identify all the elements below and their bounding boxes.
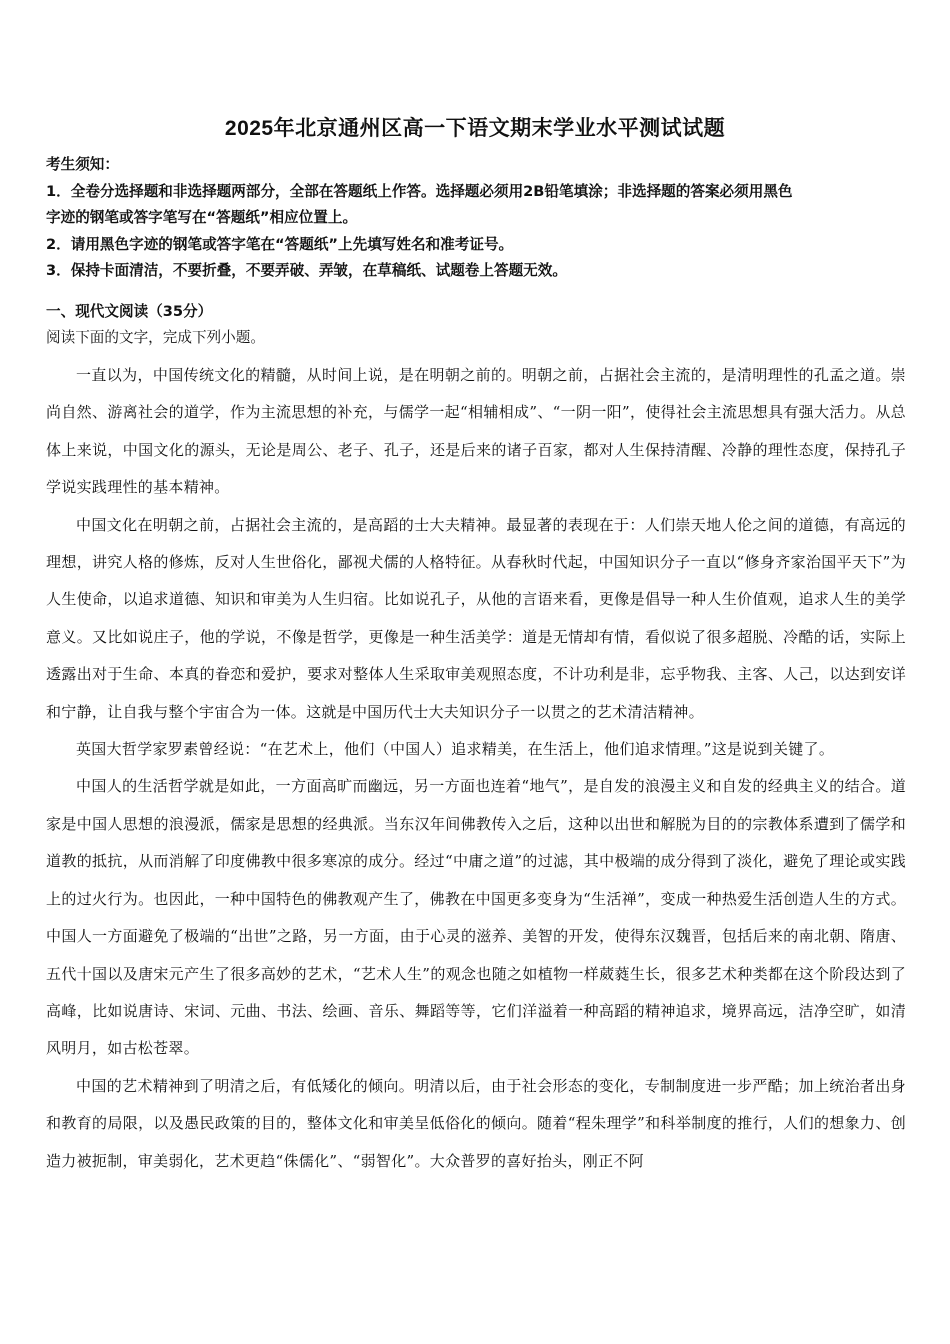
passage-paragraph: 一直以为，中国传统文化的精髓，从时间上说，是在明朝之前的。明朝之前，占据社会主流的，是清明理性的孔孟之道。崇尚自然、游离社会的道学，作为主流思想的补充，与儒学一起“相辅相成”、“一阴一阳”，使得社会主流思想具有强大活力。从总体上来说，中国文化的源头，无论是周公、老子、孔子，还是后来的诸子百家，都对人生保持清醒、冷静的理性态度，保持孔子学说实践理性的基本精神。 xyxy=(46,366,906,497)
reading-passage xyxy=(46,357,906,1180)
section-instruction: 阅读下面的文字，完成下列小题。 xyxy=(46,329,265,346)
notice-heading: 考生须知： xyxy=(46,156,119,173)
page-title: 2025年北京通州区高一下语文期末学业水平测试试题 xyxy=(224,117,726,140)
passage-paragraph: 英国大哲学家罗素曾经说：“在艺术上，他们（中国人）追求精美，在生活上，他们追求情理。”这是说到关键了。 xyxy=(76,740,835,759)
passage-paragraph: 中国的艺术精神到了明清之后，有低矮化的倾向。明清以后，由于社会形态的变化，专制制度进一步严酷；加上统治者出身和教育的局限，以及愚民政策的目的，整体文化和审美呈低俗化的倾向。随着“程朱理学”和科举制度的推行，人们的想象力、创造力被扼制，审美弱化，艺术更趋“侏儒化”、“弱智化”。大众普罗的喜好抬头，刚正不阿 xyxy=(46,1076,906,1170)
passage-paragraph: 中国文化在明朝之前，占据社会主流的，是高蹈的士大夫精神。最显著的表现在于：人们崇天地人伦之间的道德，有高远的理想，讲究人格的修炼，反对人生世俗化，鄙视犬儒的人格特征。从春秋时代起，中国知识分子一直以“修身齐家治国平天下”为人生使命，以追求道德、知识和审美为人生归宿。比如说孔子，从他的言语来看，更像是倡导一种人生价值观，追求人生的美学意义。又比如说庄子，他的学说，不像是哲学，更像是一种生活美学：道是无情却有情，看似说了很多超脱、冷酷的话，实际上透露出对于生命、本真的眷恋和爱护，要求对整体人生采取审美观照态度，不计功利是非，忘乎物我、主客、人己，以达到安详和宁静，让自我与整个宇宙合为一体。这就是中国历代士大夫知识分子一以贯之的艺术清洁精神。 xyxy=(46,515,906,721)
notice-item: 1．全卷分选择题和非选择题两部分，全部在答题纸上作答。选择题必须用2B铅笔填涂；非选择题的答案必须用黑色 xyxy=(46,182,793,200)
notice-item: 3．保持卡面清洁，不要折叠，不要弄破、弄皱，在草稿纸、试题卷上答题无效。 xyxy=(46,262,567,279)
reading-section-header xyxy=(46,299,906,351)
section-heading: 一、现代文阅读（35分） xyxy=(46,303,213,320)
notice-item: 字迹的钢笔或答字笔写在“答题纸”相应位置上。 xyxy=(46,209,358,226)
notice-item: 2．请用黑色字迹的钢笔或答字笔在“答题纸”上先填写姓名和准考证号。 xyxy=(46,235,514,253)
passage-paragraph: 中国人的生活哲学就是如此，一方面高旷而幽远，另一方面也连着“地气”，是自发的浪漫主义和自发的经典主义的结合。道家是中国人思想的浪漫派，儒家是思想的经典派。当东汉年间佛教传入之后，这种以出世和解脱为目的的宗教体系遭到了儒学和道教的抵抗，从而消解了印度佛教中很多寒凉的成分。经过“中庸之道”的过滤，其中极端的成分得到了淡化，避免了理论或实践上的过火行为。也因此，一种中国特色的佛教观产生了，佛教在中国更多变身为“生活禅”，变成一种热爱生活创造人生的方式。中国人一方面避免了极端的“出世”之路，另一方面，由于心灵的滋养、美智的开发，使得东汉魏晋，包括后来的南北朝、隋唐、五代十国以及唐宋元产生了很多高妙的艺术，“艺术人生”的观念也随之如植物一样葳蕤生长，很多艺术种类都在这个阶段达到了高峰，比如说唐诗、宋词、元曲、书法、绘画、音乐、舞蹈等等，它们洋溢着一种高蹈的精神追求，境界高远，洁净空旷，如清风明月，如古松苍翠。 xyxy=(46,777,906,1058)
candidate-notice xyxy=(46,152,906,285)
